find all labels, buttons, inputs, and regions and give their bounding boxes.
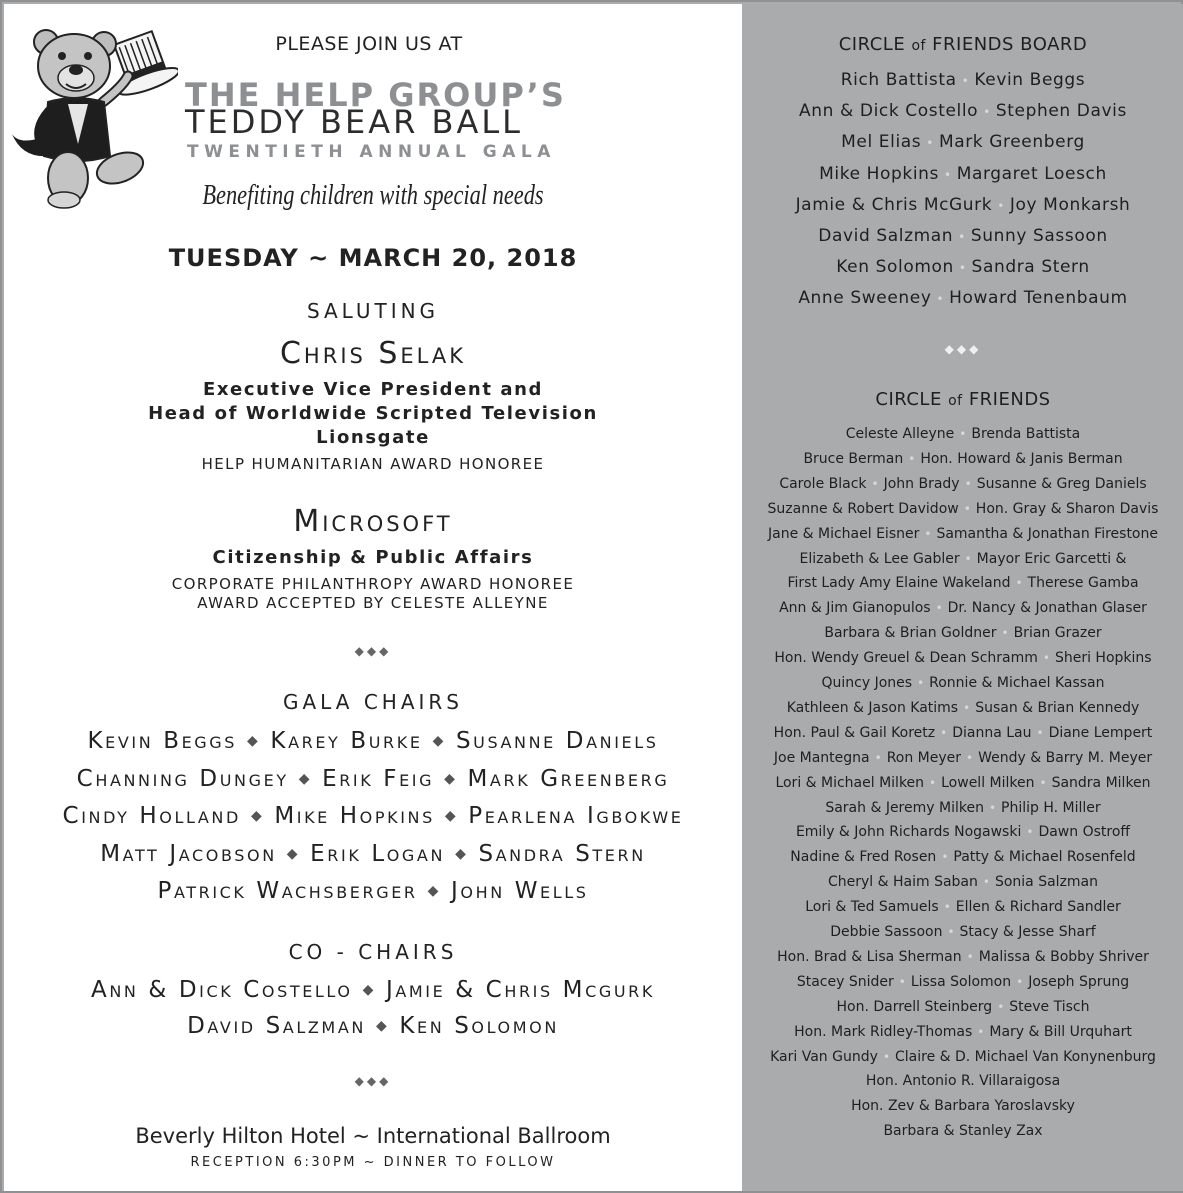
saluting-heading: SALUTING: [306, 299, 440, 323]
friend-name: Cheryl & Haim Saban: [827, 874, 978, 891]
honoree-1-title-1: Executive Vice President and: [202, 379, 544, 400]
separator-bullet-icon: •: [944, 167, 952, 182]
honoree-2-award: CORPORATE PHILANTHROPY AWARD HONOREE: [171, 575, 575, 593]
separator-bullet-icon: ◆: [455, 845, 469, 862]
friends-heading: [743, 389, 1183, 410]
gala-chairs-heading: GALA CHAIRS: [283, 690, 463, 714]
friends-row: [743, 800, 1183, 816]
separator-bullet-icon: •: [908, 451, 916, 466]
separator-bullet-icon: •: [871, 476, 879, 491]
separator-bullet-icon: •: [1016, 974, 1024, 989]
board-row: [743, 226, 1183, 246]
separator-bullet-icon: ◆: [444, 770, 458, 787]
board-row: [743, 132, 1183, 152]
board-row: [743, 70, 1183, 90]
board-member-name: David Salzman: [818, 226, 954, 246]
friends-row: [743, 526, 1183, 542]
separator-bullet-icon: •: [882, 1049, 890, 1064]
friend-name: Sheri Hopkins: [1054, 650, 1152, 667]
friend-name: Dr. Nancy & Jonathan Glaser: [947, 600, 1147, 617]
separator-bullet-icon: ◆: [250, 808, 265, 824]
friend-name: Steve Tisch: [1009, 998, 1090, 1015]
reception-text: RECEPTION 6:30PM ~ DINNER TO FOLLOW: [190, 1155, 556, 1170]
friend-name: Hon. Antonio R. Villaraigosa: [865, 1073, 1061, 1090]
friend-name: Bruce Berman: [803, 450, 904, 467]
separator-bullet-icon: •: [997, 999, 1005, 1014]
separator-bullet-icon: •: [963, 700, 971, 715]
friends-row: [743, 451, 1183, 467]
friends-row: [743, 501, 1183, 517]
friend-name: Ron Meyer: [886, 749, 962, 766]
gala-chairs-row: [4, 728, 742, 754]
friends-row: [743, 1123, 1183, 1139]
separator-bullet-icon: •: [958, 230, 966, 244]
friends-row: [743, 849, 1183, 865]
separator-bullet-icon: ◆: [286, 845, 301, 862]
friend-name: Sonia Salzman: [994, 874, 1099, 891]
friends-row: [743, 874, 1183, 890]
board-row: [743, 101, 1183, 121]
friend-name: Celeste Alleyne: [845, 426, 955, 442]
friends-row: [743, 999, 1183, 1015]
separator-bullet-icon: ◆: [432, 733, 446, 749]
friend-name: Hon. Brad & Lisa Sherman: [777, 948, 962, 965]
event-title-line-2: TEDDY BEAR BALL: [185, 103, 523, 141]
board-row: [743, 288, 1183, 308]
friend-name: John Brady: [883, 475, 960, 492]
friend-name: Lori & Michael Milken: [775, 774, 925, 791]
friend-name: Ann & Jim Gianopulos: [779, 600, 931, 617]
friend-name: Brenda Battista: [971, 426, 1081, 442]
board-member-name: Margaret Loesch: [956, 163, 1107, 184]
board-member-name: Sunny Sassoon: [970, 226, 1108, 246]
friend-name: Jane & Michael Eisner: [768, 525, 920, 542]
friends-row: [743, 899, 1183, 915]
separator-bullet-icon: •: [1039, 775, 1047, 790]
gala-chairs-row: [4, 766, 742, 792]
friend-name: Mary & Bill Urquhart: [989, 1023, 1132, 1040]
honoree-2-name: Microsoft: [293, 504, 453, 539]
separator-bullet-icon: •: [947, 925, 955, 939]
chair-name: Mark Greenberg: [467, 765, 670, 792]
event-date: TUESDAY ~ MARCH 20, 2018: [168, 244, 578, 272]
friend-name: Philip H. Miller: [1001, 799, 1101, 816]
friend-name: Dianna Lau: [952, 724, 1032, 741]
friends-row: [743, 426, 1183, 442]
friend-name: Hon. Darrell Steinberg: [836, 998, 993, 1015]
friend-name: Susan & Brian Kennedy: [975, 699, 1140, 716]
separator-bullet-icon: •: [924, 526, 932, 541]
separator-bullet-icon: •: [977, 1024, 985, 1039]
chair-name: Pearlena Igbokwe: [468, 803, 684, 829]
honoree-1-company: Lionsgate: [316, 427, 430, 448]
friend-name: Diane Lempert: [1048, 724, 1153, 741]
separator-bullet-icon: •: [966, 750, 974, 765]
friend-name: Dawn Ostroff: [1038, 824, 1131, 841]
separator-bullet-icon: •: [929, 775, 937, 790]
honoree-2-award-accepted: AWARD ACCEPTED BY CELESTE ALLEYNE: [197, 594, 549, 612]
co-chair-name: Ken Solomon: [399, 1013, 559, 1039]
friend-name: Ronnie & Michael Kassan: [929, 675, 1105, 691]
board-row: [743, 164, 1183, 184]
separator-bullet-icon: •: [943, 900, 951, 915]
separator-bullet-icon: •: [964, 476, 972, 491]
friend-name: Claire & D. Michael Van Konynenburg: [894, 1048, 1156, 1065]
co-chair-name: Ann & Dick Costello: [90, 977, 353, 1003]
friend-name: Joe Mantegna: [773, 749, 870, 766]
separator-bullet-icon: ◆: [298, 770, 313, 787]
friends-row: [743, 575, 1183, 591]
chair-name: Erik Feig: [322, 765, 435, 792]
friends-row: [743, 1049, 1183, 1065]
friend-name: Carole Black: [779, 475, 867, 492]
friend-name: Kathleen & Jason Katims: [786, 699, 959, 716]
board-heading: [743, 34, 1183, 55]
friend-name: Joseph Sprung: [1028, 973, 1130, 990]
chair-name: Matt Jacobson: [100, 840, 277, 867]
board-member-name: Rich Battista: [840, 70, 957, 90]
board-member-name: Ann & Dick Costello: [799, 101, 979, 122]
board-heading-rest: FRIENDS BOARD: [932, 34, 1088, 55]
chair-name: Susanne Daniels: [455, 728, 659, 754]
chair-name: John Wells: [451, 878, 589, 904]
venue-text: Beverly Hilton Hotel ~ International Ballroom: [135, 1124, 611, 1148]
separator-bullet-icon: •: [997, 198, 1005, 213]
separator-bullet-icon: ◆: [362, 982, 376, 998]
chair-name: Cindy Holland: [62, 803, 241, 829]
honoree-1-name: Chris Selak: [279, 336, 467, 371]
chair-name: Kevin Beggs: [87, 728, 238, 754]
separator-bullet-icon: •: [963, 501, 971, 516]
board-member-name: Mike Hopkins: [819, 163, 940, 184]
friends-row: [743, 625, 1183, 641]
invitation-panel: [4, 4, 742, 1191]
friend-name: Ellen & Richard Sandler: [955, 899, 1121, 916]
event-subtitle: TWENTIETH ANNUAL GALA: [187, 142, 556, 162]
friend-name: Debbie Sassoon: [830, 924, 943, 940]
gala-chairs-row: [4, 803, 742, 829]
separator-dots: ◆◆◆: [354, 1074, 392, 1088]
gala-chairs-row: [4, 878, 742, 904]
friend-name: Hon. Howard & Janis Berman: [920, 450, 1123, 467]
board-member-name: Ken Solomon: [836, 257, 954, 278]
board-heading-of: of: [911, 38, 926, 54]
friend-name: Barbara & Stanley Zax: [883, 1123, 1043, 1140]
friends-row: [743, 650, 1183, 666]
separator-bullet-icon: •: [966, 949, 974, 964]
friend-name: Brian Grazer: [1013, 625, 1102, 642]
friends-row: [743, 600, 1183, 616]
friend-name: Hon. Gray & Sharon Davis: [975, 500, 1159, 517]
friends-row: [743, 1098, 1183, 1114]
chair-name: Erik Logan: [310, 840, 446, 867]
separator-bullet-icon: •: [935, 601, 943, 616]
chair-name: Karey Burke: [270, 728, 423, 754]
friends-row: [743, 675, 1183, 691]
separator-bullet-icon: •: [940, 725, 948, 740]
separator-bullet-icon: ◆: [247, 733, 261, 749]
separator-bullet-icon: •: [874, 750, 882, 765]
separator-bullet-icon: •: [1036, 725, 1044, 740]
separator-bullet-icon: •: [941, 850, 949, 865]
friend-name: Quincy Jones: [821, 675, 913, 691]
friends-row: [743, 775, 1183, 791]
friend-name: Stacey Snider: [796, 973, 894, 990]
separator-bullet-icon: •: [1001, 626, 1009, 641]
benefit-tagline: Benefiting children with special needs: [202, 180, 544, 211]
board-row: [743, 195, 1183, 215]
friend-name: Sandra Milken: [1051, 774, 1151, 791]
friend-name: Lori & Ted Samuels: [805, 899, 939, 916]
honoree-2-department: Citizenship & Public Affairs: [212, 547, 534, 568]
friend-name: Barbara & Brian Goldner: [824, 625, 997, 642]
friends-heading-rest: FRIENDS: [968, 389, 1051, 410]
honoree-1-award: HELP HUMANITARIAN AWARD HONOREE: [201, 455, 545, 473]
gala-chairs-row: [4, 841, 742, 867]
friend-name: Elizabeth & Lee Gabler: [799, 550, 960, 567]
separator-bullet-icon: •: [898, 974, 906, 989]
friends-heading-of: of: [948, 393, 963, 409]
friends-row: [743, 476, 1183, 492]
friends-row: [743, 1073, 1183, 1089]
separator-bullet-icon: •: [917, 676, 925, 690]
board-member-name: Howard Tenenbaum: [949, 288, 1128, 309]
separator-bullet-icon: •: [926, 136, 934, 151]
friends-row: [743, 750, 1183, 766]
friend-name: Lowell Milken: [941, 774, 1035, 791]
friends-row: [743, 974, 1183, 990]
separator-bullet-icon: •: [1026, 825, 1034, 840]
friend-name: Malissa & Bobby Shriver: [978, 948, 1149, 965]
board-member-name: Anne Sweeney: [798, 288, 932, 309]
board-member-name: Mel Elias: [841, 132, 922, 153]
separator-bullet-icon: •: [961, 74, 970, 88]
separator-bullet-icon: •: [964, 551, 972, 566]
separator-bullet-icon: •: [982, 875, 990, 890]
separator-bullet-icon: ◆: [375, 1018, 390, 1034]
co-chairs-row: [4, 1013, 742, 1039]
separator-bullet-icon: •: [1015, 576, 1023, 591]
co-chairs-heading: CO - CHAIRS: [288, 940, 458, 964]
chair-name: Patrick Wachsberger: [157, 878, 418, 904]
friend-name: Sarah & Jeremy Milken: [825, 799, 984, 816]
friend-name: Suzanne & Robert Davidow: [767, 500, 959, 517]
friends-row: [743, 551, 1183, 567]
friend-name: First Lady Amy Elaine Wakeland: [787, 575, 1011, 592]
friend-name: Lissa Solomon: [910, 973, 1012, 990]
event-title-line-1: THE HELP GROUP’S: [185, 76, 566, 114]
separator-bullet-icon: •: [936, 292, 945, 307]
friend-name: Mayor Eric Garcetti &: [976, 550, 1127, 567]
separator-bullet-icon: •: [988, 800, 997, 815]
friend-name: Hon. Zev & Barbara Yaroslavsky: [851, 1098, 1075, 1115]
friend-name: Wendy & Barry M. Meyer: [978, 749, 1153, 766]
friend-name: Nadine & Fred Rosen: [790, 849, 937, 866]
friends-row: [743, 949, 1183, 965]
friend-name: Emily & John Richards Nogawski: [795, 824, 1022, 841]
friends-row: [743, 924, 1183, 940]
separator-bullet-icon: •: [1042, 651, 1050, 666]
separator-dots: ◆◆◆: [944, 342, 982, 356]
co-chair-name: Jamie & Chris Mcgurk: [385, 977, 655, 1003]
co-chair-name: David Salzman: [187, 1013, 366, 1039]
join-us-text: PLEASE JOIN US AT: [275, 33, 463, 55]
board-member-name: Kevin Beggs: [974, 70, 1086, 90]
friend-name: Hon. Wendy Greuel & Dean Schramm: [774, 650, 1038, 667]
friend-name: Patty & Michael Rosenfeld: [953, 849, 1136, 866]
separator-bullet-icon: ◆: [427, 883, 441, 899]
circle-of-friends-panel: [743, 4, 1183, 1191]
board-member-name: Stephen Davis: [995, 101, 1127, 122]
friend-name: Susanne & Greg Daniels: [976, 475, 1147, 492]
chair-name: Sandra Stern: [478, 840, 646, 867]
friend-name: Therese Gamba: [1027, 575, 1139, 592]
board-member-name: Sandra Stern: [971, 257, 1090, 278]
friend-name: Kari Van Gundy: [770, 1048, 878, 1065]
friends-row: [743, 700, 1183, 716]
board-heading-circle: CIRCLE: [838, 34, 906, 55]
chair-name: Channing Dungey: [76, 765, 289, 792]
friend-name: Samantha & Jonathan Firestone: [936, 525, 1158, 542]
honoree-1-title-2: Head of Worldwide Scripted Television: [148, 403, 598, 424]
co-chairs-row: [4, 977, 742, 1003]
separator-bullet-icon: •: [958, 261, 967, 276]
board-member-name: Mark Greenberg: [938, 132, 1085, 153]
friends-row: [743, 1024, 1183, 1040]
board-member-name: Joy Monkarsh: [1009, 194, 1131, 215]
separator-dots: ◆◆◆: [354, 644, 392, 658]
friends-row: [743, 824, 1183, 840]
friends-heading-circle: CIRCLE: [875, 389, 942, 410]
friends-row: [743, 725, 1183, 741]
chair-name: Mike Hopkins: [274, 803, 435, 829]
friend-name: Stacy & Jesse Sharf: [959, 924, 1096, 940]
board-row: [743, 257, 1183, 277]
board-member-name: Jamie & Chris McGurk: [795, 194, 993, 215]
friend-name: Hon. Mark Ridley-Thomas: [794, 1023, 973, 1040]
separator-bullet-icon: ◆: [444, 808, 459, 824]
separator-bullet-icon: •: [983, 105, 991, 120]
separator-bullet-icon: •: [959, 427, 967, 441]
friend-name: Hon. Paul & Gail Koretz: [773, 724, 936, 741]
